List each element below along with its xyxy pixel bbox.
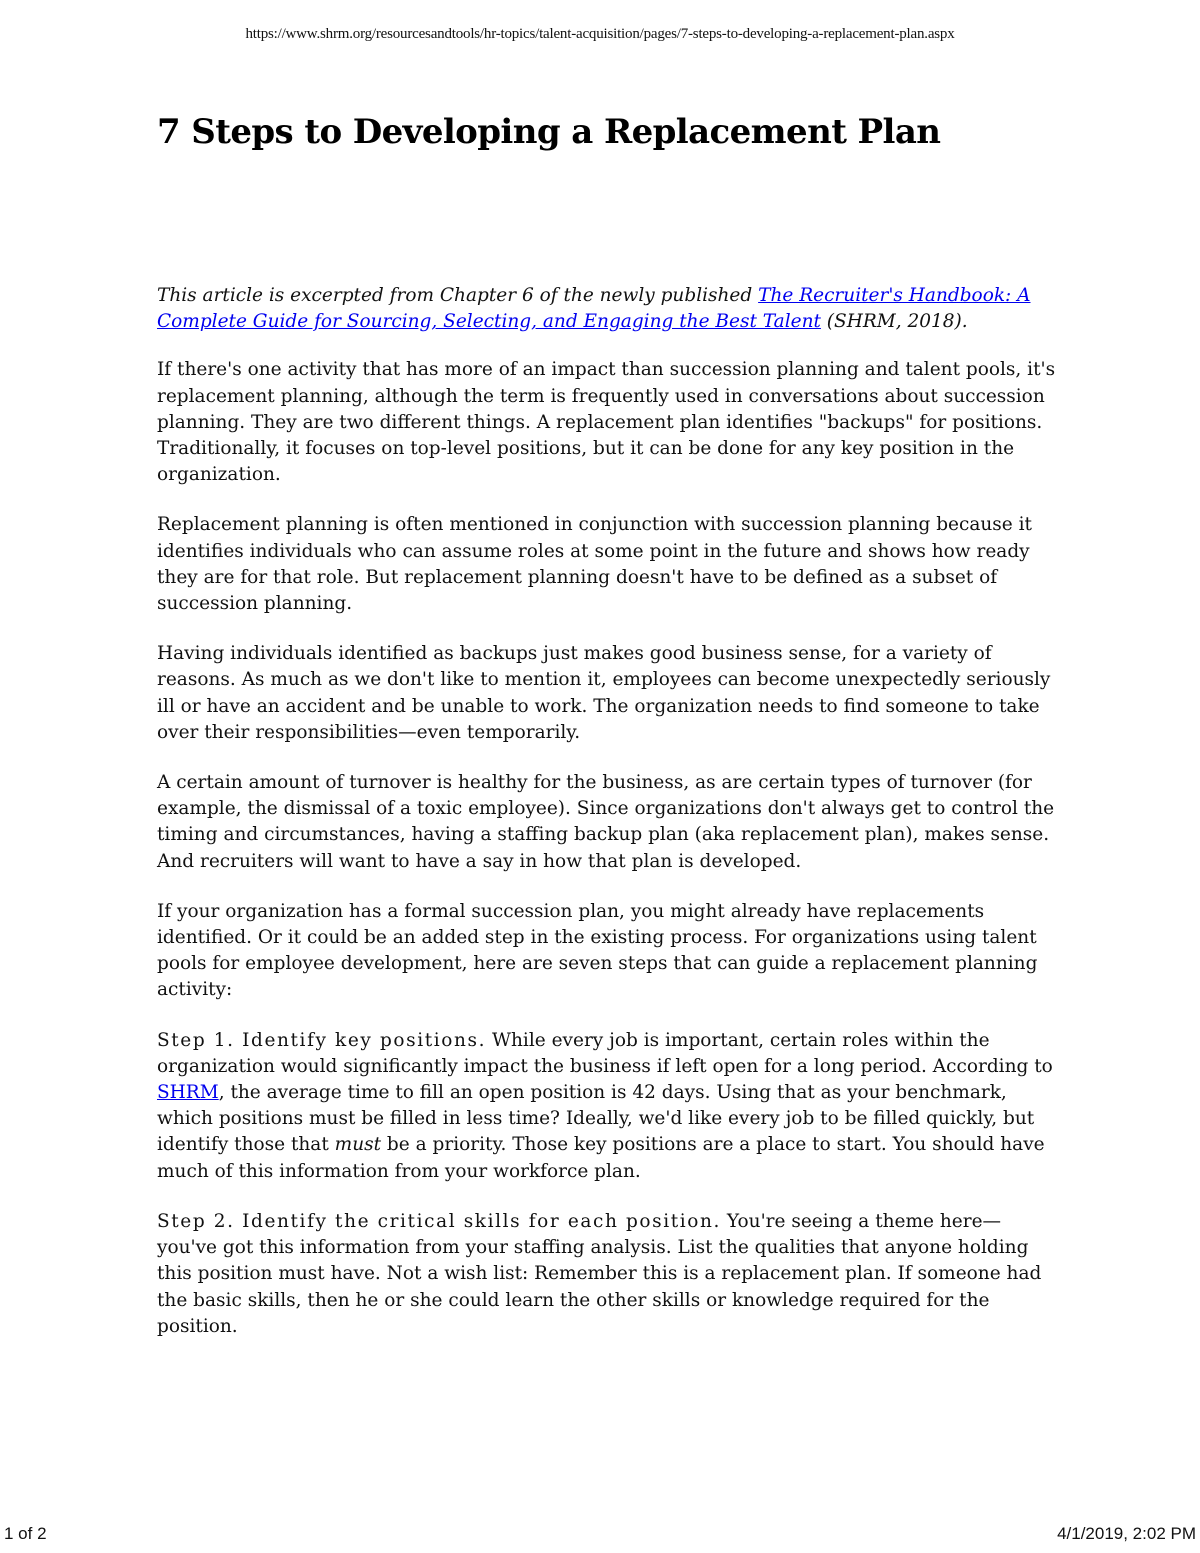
intro-paragraph <box>157 283 1057 335</box>
step-1-paragraph <box>157 1028 1057 1185</box>
intro-suffix: (SHRM, 2018). <box>820 311 968 333</box>
body-paragraph: If there's one activity that has more of an impact than succession planning and talent pools, it's replacement planning, although the term is frequently used in conversations about succession planning. They are two different things. A replacement plan identifies "backups" for positions. Traditionally, it focuses on top-level positions, but it can be done for any key position in the organization. <box>157 359 1056 486</box>
body-paragraph: If your organization has a formal succession plan, you might already have replacements identified. Or it could be an added step in the existing process. For organizations using talent pools for employee development, here are seven steps that can guide a replacement planning activity: <box>157 900 1038 1001</box>
shrm-link[interactable]: SHRM <box>157 1082 219 1104</box>
step-1-emphasis: must <box>334 1134 382 1156</box>
page-url: https://www.shrm.org/resourcesandtools/hr-topics/talent-acquisition/pages/7-steps-to-developing-a-replacement-plan.aspx <box>245 26 955 42</box>
print-datetime: 4/1/2019, 2:02 PM <box>1057 1524 1196 1543</box>
page-number: 1 of 2 <box>4 1524 47 1543</box>
body-paragraph: A certain amount of turnover is healthy for the business, as are certain types of turnover (for example, the dismissal of a toxic employee). Since organizations don't always get to control the timing and circumstances, having a staffing backup plan (aka replacement plan), makes sense. And recruiters will want to have a say in how that plan is developed. <box>157 772 1055 872</box>
article-title: 7 Steps to Developing a Replacement Plan <box>157 112 941 152</box>
step-1-text-a: While every job is important, certain roles within the organization would significantly impact the business if left open for a long period. According to <box>157 1029 1053 1077</box>
step-1-text-b: , the average time to fill an open position is 42 days. Using that as your benchmark, which positions must be filled in less time? Ideally, we'd like every job to be filled quickly, but identify those that <box>157 1082 1035 1156</box>
book-link[interactable]: The Recruiter's Handbook: A Complete Guide for Sourcing, Selecting, and Engaging the Best Talent <box>157 285 1031 333</box>
step-2-label: Step 2. Identify the critical skills for each position. <box>157 1210 722 1232</box>
step-2-paragraph <box>157 1209 1057 1340</box>
step-1-text-c: be a priority. Those key positions are a place to start. You should have much of this information from your workforce plan. <box>157 1134 1045 1182</box>
body-paragraph: Having individuals identified as backups just makes good business sense, for a variety of reasons. As much as we don't like to mention it, employees can become unexpectedly seriously ill or have an accident and be unable to work. The organization needs to find someone to take over their responsibilities—even temporarily. <box>157 643 1051 743</box>
intro-prefix: This article is excerpted from Chapter 6 of the newly published <box>157 285 759 306</box>
article-body <box>157 283 1057 1364</box>
step-2-text: You're seeing a theme here—you've got this information from your staffing analysis. List the qualities that anyone holding this position must have. Not a wish list: Remember this is a replacement plan. If someone had the basic skills, then he or she could learn the other skills or knowledge required for the position. <box>157 1210 1042 1337</box>
step-1-label: Step 1. Identify key positions. <box>157 1029 487 1051</box>
body-paragraph: Replacement planning is often mentioned in conjunction with succession planning because it identifies individuals who can assume roles at some point in the future and shows how ready they are for that role. But replacement planning doesn't have to be defined as a subset of succession planning. <box>157 514 1032 615</box>
